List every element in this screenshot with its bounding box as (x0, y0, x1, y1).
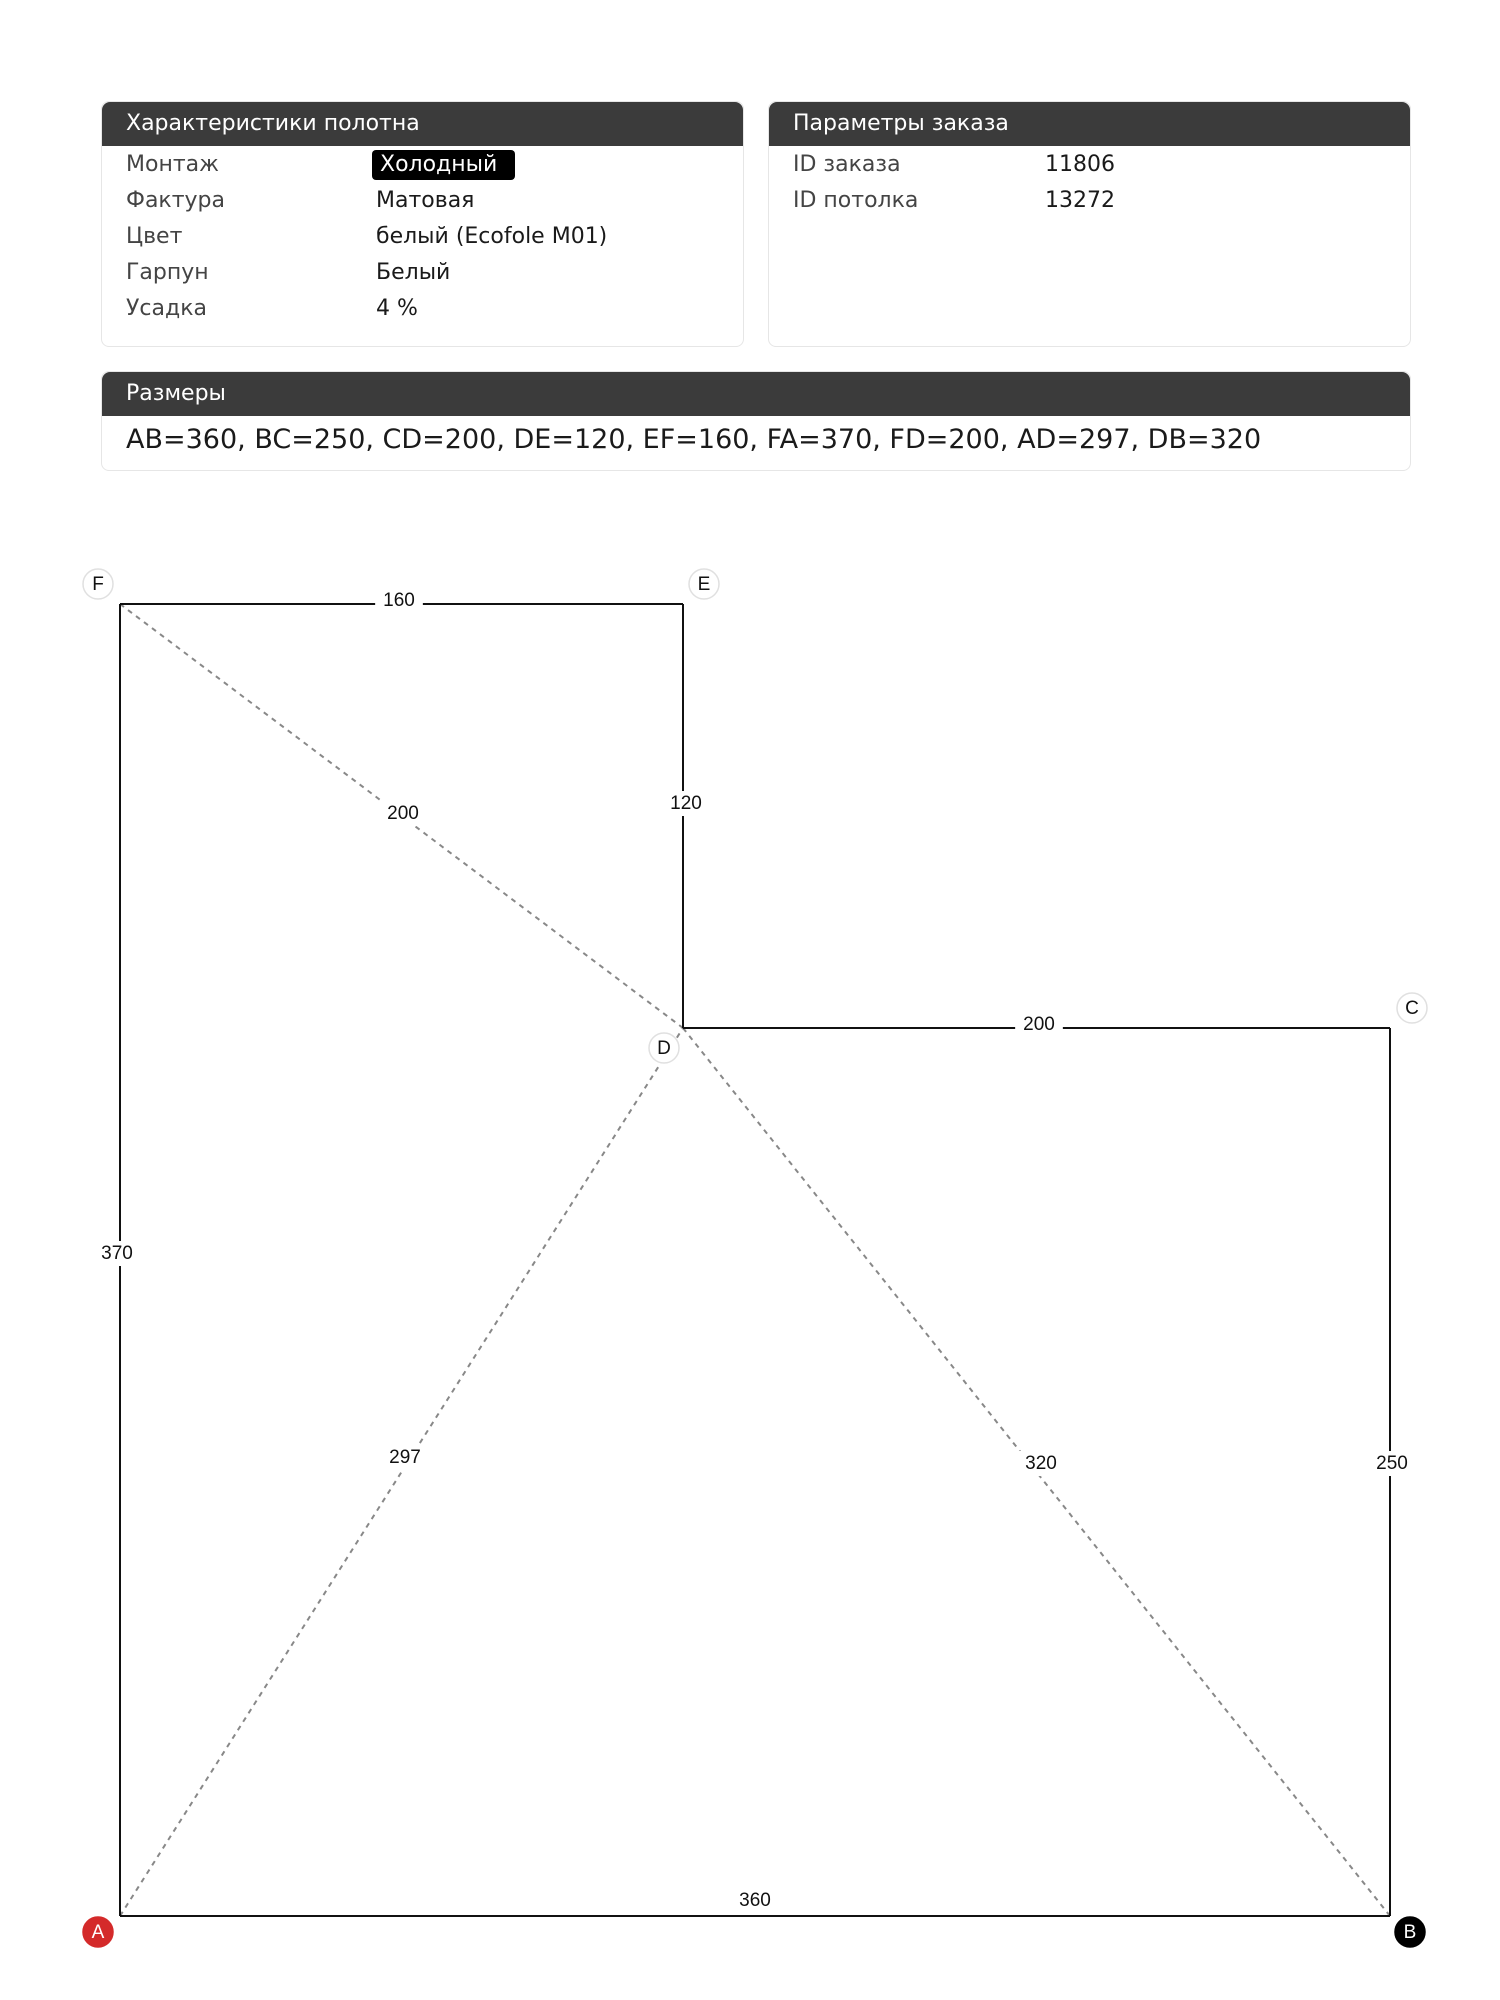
edge-length-FD: 200 (387, 803, 419, 825)
spec-label: Цвет (126, 224, 183, 249)
spec-value: 4 % (376, 296, 418, 321)
dimensions-list: AB=360, BC=250, CD=200, DE=120, EF=160, FA=370, FD=200, AD=297, DB=320 (126, 424, 1262, 455)
edge-length-EF: 160 (383, 590, 415, 612)
vertex-label-A: A (91, 1922, 105, 1944)
vertex-label-C: C (1405, 998, 1419, 1020)
edge-length-DB: 320 (1025, 1453, 1057, 1475)
edge-length-FA: 370 (101, 1243, 133, 1265)
spec-label: Фактура (126, 188, 225, 213)
diagonal-AD (120, 1028, 683, 1916)
order-value: 13272 (1045, 188, 1115, 213)
canvas-specs-title: Характеристики полотна (102, 102, 743, 146)
vertex-label-B: B (1403, 1922, 1417, 1944)
edge-length-AB: 360 (739, 1890, 771, 1912)
spec-value: белый (Ecofole M01) (376, 224, 608, 249)
vertex-label-E: E (697, 574, 711, 596)
spec-label: Гарпун (126, 260, 209, 285)
spec-label: Монтаж (126, 152, 219, 177)
edge-length-DE: 120 (670, 793, 702, 815)
order-label: ID заказа (793, 152, 901, 177)
spec-value: Матовая (376, 188, 475, 213)
dimensions-title: Размеры (102, 372, 1410, 416)
vertex-label-F: F (92, 574, 104, 596)
order-label: ID потолка (793, 188, 919, 213)
order-value: 11806 (1045, 152, 1115, 177)
edge-length-BC: 250 (1376, 1453, 1408, 1475)
edge-length-AD: 297 (389, 1447, 421, 1469)
mounting-badge: Холодный (372, 150, 515, 180)
edge-length-CD: 200 (1023, 1014, 1055, 1036)
spec-label: Усадка (126, 296, 207, 321)
order-params-title: Параметры заказа (769, 102, 1410, 146)
vertex-label-D: D (657, 1038, 671, 1060)
spec-value: Белый (376, 260, 451, 285)
